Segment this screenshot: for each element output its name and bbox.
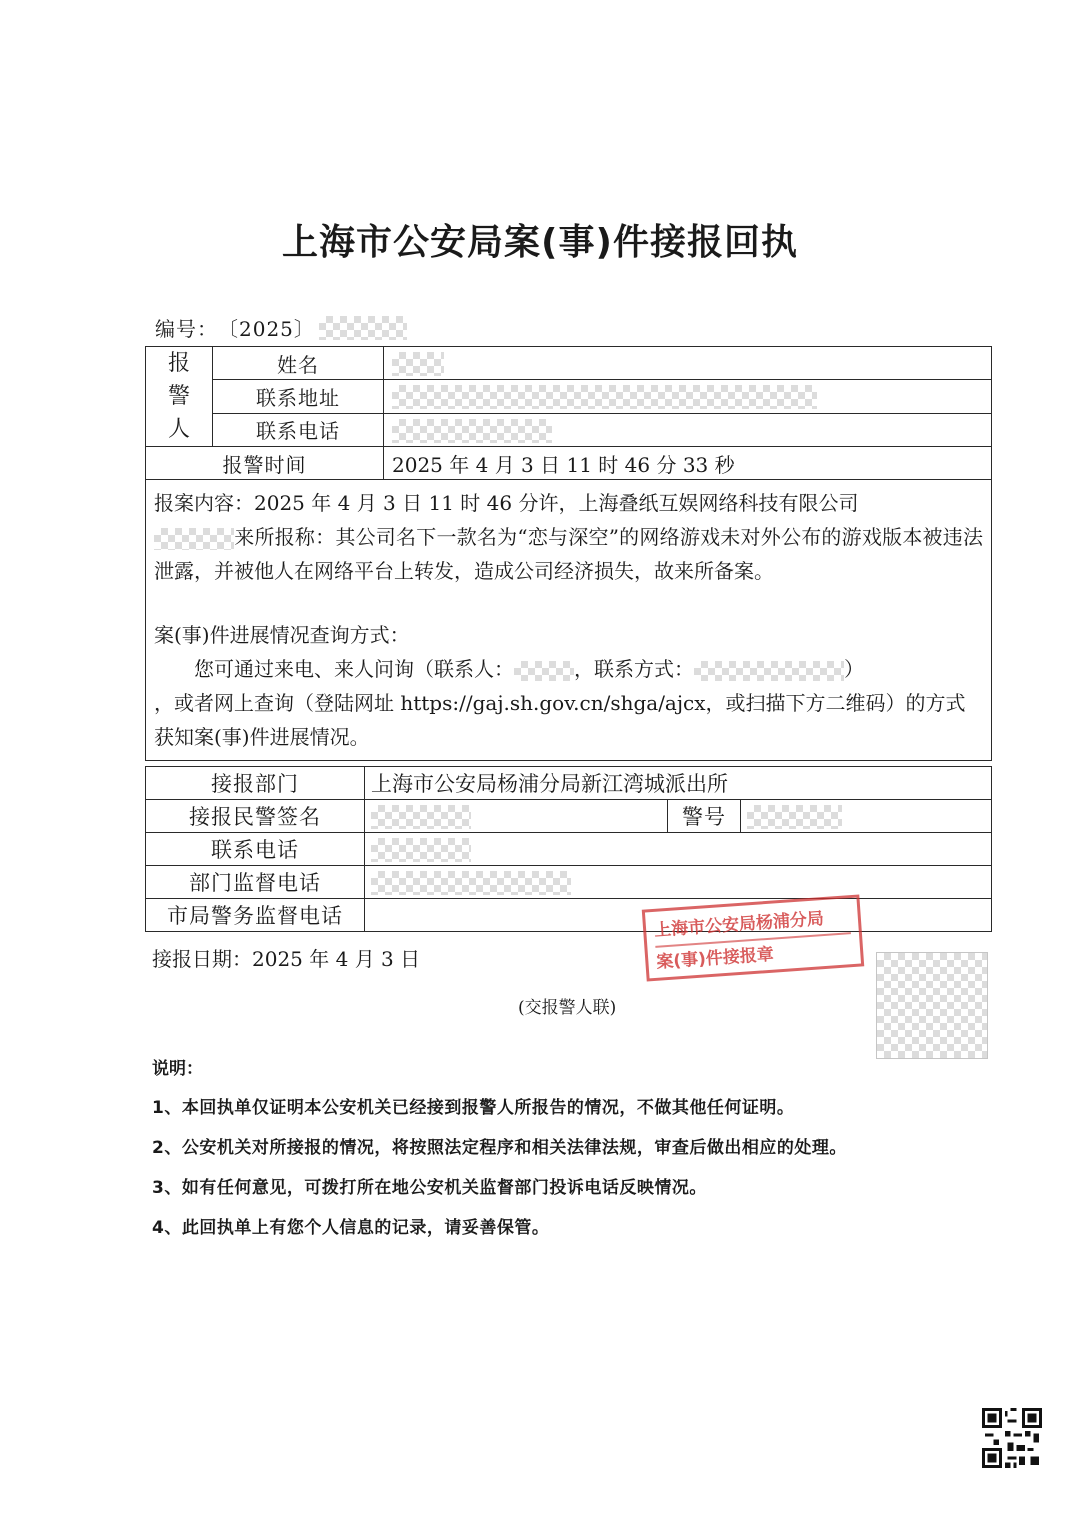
serial-label: 编号：	[155, 317, 218, 341]
officer-phone-value	[365, 833, 992, 866]
progress-title: 案(事)件进展情况查询方式：	[154, 623, 410, 647]
redacted-person	[154, 528, 234, 550]
redacted-contact-phone	[694, 661, 844, 681]
content-text	[154, 486, 983, 588]
reporter-form	[145, 346, 992, 761]
note-item: 4、此回执单上有您个人信息的记录，请妥善保管。	[152, 1218, 550, 1238]
note-item: 1、本回执单仅证明本公安机关已经接到报警人所报告的情况，不做其他任何证明。	[152, 1098, 795, 1118]
name-value	[384, 347, 992, 380]
notes-section	[152, 1054, 847, 1253]
address-value	[384, 380, 992, 413]
serial-number	[155, 313, 407, 342]
phone-value	[384, 413, 992, 446]
content-line2: 来所报称：其公司名下一款名为“恋与深空”的网络游戏未对外公布的游戏版本被违法泄露，并被他人在网络平台上转发，造成公司经济损失，故来所备案。	[154, 525, 983, 583]
officer-phone-label: 联系电话	[146, 833, 365, 866]
redacted-signature	[371, 805, 471, 829]
name-label: 姓名	[213, 347, 384, 380]
official-stamp	[642, 894, 864, 981]
progress-text-c: ）	[844, 657, 864, 681]
content-label: 报案内容：	[154, 491, 254, 515]
progress-paragraph-2: ，或者网上查询（登陆网址 https://gaj.sh.gov.cn/shga/ajcx，或扫描下方二维码）的方式获知案(事)件进展情况。	[154, 691, 966, 749]
note-item: 2、公安机关对所接报的情况，将按照法定程序和相关法律法规，审查后做出相应的处理。	[152, 1138, 847, 1158]
copy-label: (交报警人联)	[518, 998, 617, 1018]
receiving-form	[145, 766, 992, 932]
stamp-line2: 案(事)件接报章	[655, 932, 853, 978]
dept-supervision-label: 部门监督电话	[146, 866, 365, 899]
redacted-serial	[319, 316, 407, 340]
redacted-qr-code	[876, 952, 988, 1059]
receipt-date-value: 2025 年 4 月 3 日	[252, 947, 421, 971]
reporter-group-char: 人	[167, 417, 190, 442]
badge-value	[741, 800, 992, 833]
receipt-date	[152, 943, 420, 972]
report-time-value: 2025 年 4 月 3 日 11 时 46 分 33 秒	[384, 447, 992, 480]
reporter-group-char: 报	[167, 351, 190, 376]
receipt-date-label: 接报日期：	[152, 947, 252, 971]
city-supervision-label: 市局警务监督电话	[146, 899, 365, 932]
redacted-address	[392, 385, 817, 409]
stamp-line1: 上海市公安局杨浦分局	[653, 909, 825, 941]
redacted-phone	[392, 419, 552, 443]
officer-signature	[365, 800, 668, 833]
officer-label: 接报民警签名	[146, 800, 365, 833]
serial-year: 〔2025〕	[218, 317, 315, 341]
address-label: 联系地址	[213, 380, 384, 413]
phone-label: 联系电话	[213, 413, 384, 446]
progress-text-a: 您可通过来电、来人问询（联系人：	[194, 657, 514, 681]
report-time-label: 报警时间	[146, 447, 384, 480]
redacted-badge	[747, 805, 842, 829]
content-line1: 2025 年 4 月 3 日 11 时 46 分许，上海叠纸互娱网络科技有限公司	[254, 491, 859, 515]
content-cell	[146, 480, 992, 761]
qr-code-icon	[982, 1408, 1042, 1468]
redacted-officer-phone	[371, 838, 471, 862]
reporter-group-char: 警	[167, 384, 190, 409]
notes-title: 说明：	[152, 1059, 203, 1079]
progress-paragraph	[154, 652, 983, 686]
redacted-dept-phone	[371, 871, 571, 895]
note-item: 3、如有任何意见，可拨打所在地公安机关监督部门投诉电话反映情况。	[152, 1178, 707, 1198]
dept-label: 接报部门	[146, 767, 365, 800]
dept-supervision-value	[365, 866, 992, 899]
progress-text-b: ，联系方式：	[574, 657, 694, 681]
badge-label: 警号	[668, 800, 741, 833]
dept-value: 上海市公安局杨浦分局新江湾城派出所	[365, 767, 992, 800]
document-title: 上海市公安局案(事)件接报回执	[282, 222, 798, 263]
reporter-group-label	[146, 347, 213, 447]
redacted-name	[392, 352, 444, 376]
redacted-contact-person	[514, 661, 574, 681]
